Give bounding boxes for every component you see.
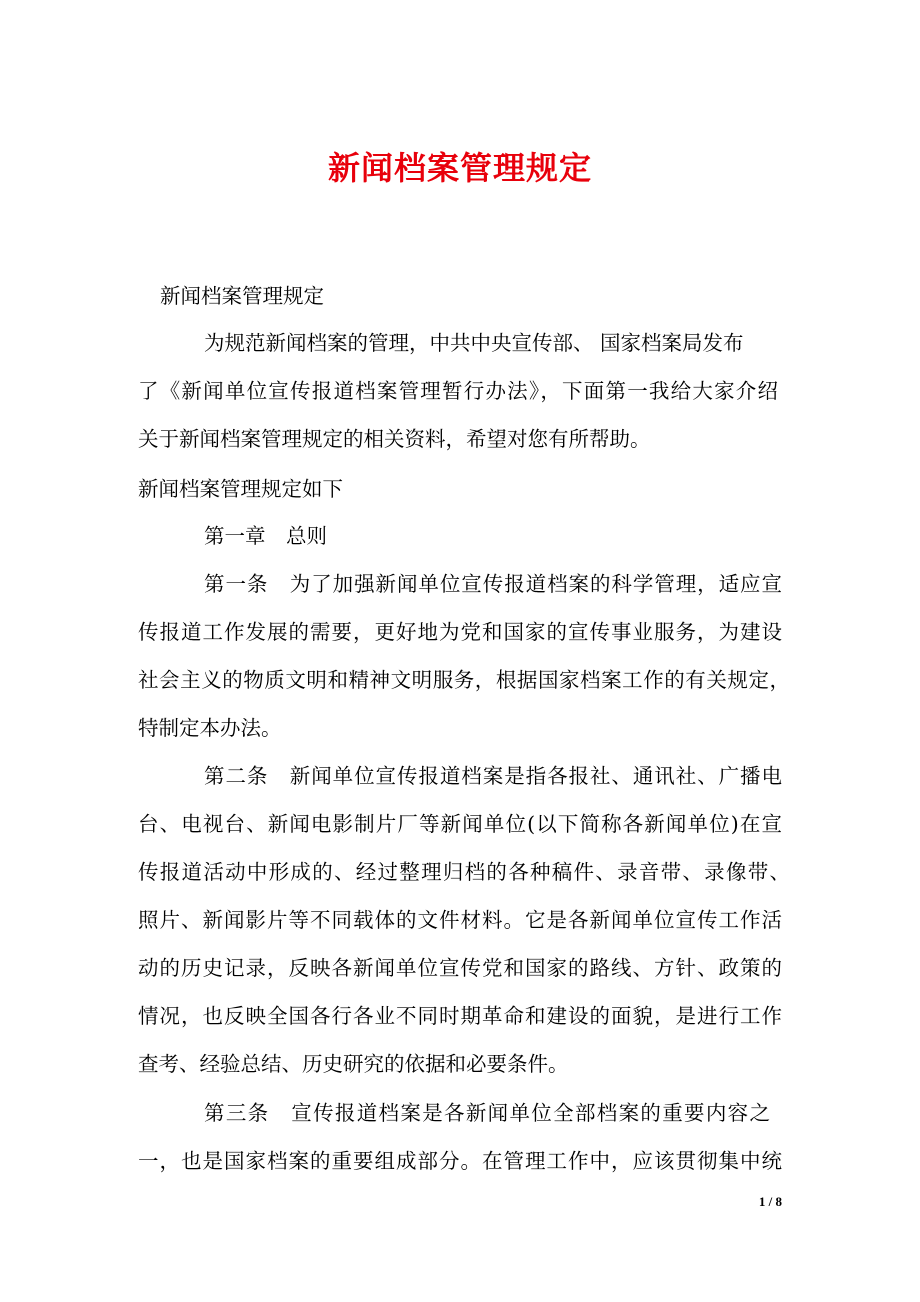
page-number: 1 / 8 [758, 1194, 782, 1209]
document-subtitle: 新闻档案管理规定 [160, 284, 324, 308]
intro-line-2: 了《新闻单位宣传报道档案管理暂行办法》，下面第一我给大家介绍 [138, 379, 778, 403]
intro-line-3: 关于新闻档案管理规定的相关资料，希望对您有所帮助。 [138, 427, 651, 451]
chapter-heading: 第一章 总则 [204, 524, 327, 548]
intro-line-1: 为规范新闻档案的管理，中共中央宣传部、 国家档案局发布 [204, 331, 744, 355]
article2-line-5: 动的历史记录，反映各新闻单位宣传党和国家的路线、方针、政策的 [138, 956, 782, 980]
article1-line-2: 传报道工作发展的需要，更好地为党和国家的宣传事业服务，为建设 [138, 620, 782, 644]
article2-line-1: 第二条 新闻单位宣传报道档案是指各报社、通讯社、广播电 [204, 764, 782, 788]
article1-line-4: 特制定本办法。 [138, 716, 282, 740]
article2-line-4: 照片、新闻影片等不同载体的文件材料。它是各新闻单位宣传工作活 [138, 908, 782, 932]
article1-line-3: 社会主义的物质文明和精神文明服务，根据国家档案工作的有关规定， [138, 668, 790, 692]
article2-line-6: 情况，也反映全国各行各业不同时期革命和建设的面貌，是进行工作 [138, 1004, 782, 1028]
article3-line-1: 第三条 宣传报道档案是各新闻单位全部档案的重要内容之 [204, 1101, 770, 1125]
article3-line-2: 一，也是国家档案的重要组成部分。在管理工作中，应该贯彻集中统 [138, 1149, 782, 1173]
article2-line-3: 传报道活动中形成的、经过整理归档的各种稿件、录音带、录像带、 [138, 860, 790, 884]
article2-line-2: 台、电视台、新闻电影制片厂等新闻单位(以下简称各新闻单位)在宣 [138, 812, 782, 836]
article2-line-7: 查考、经验总结、历史研究的依据和必要条件。 [138, 1052, 569, 1076]
lead-line: 新闻档案管理规定如下 [138, 477, 343, 501]
document-title: 新闻档案管理规定 [327, 149, 592, 187]
article1-line-1: 第一条 为了加强新闻单位宣传报道档案的科学管理，适应宣 [204, 572, 782, 596]
